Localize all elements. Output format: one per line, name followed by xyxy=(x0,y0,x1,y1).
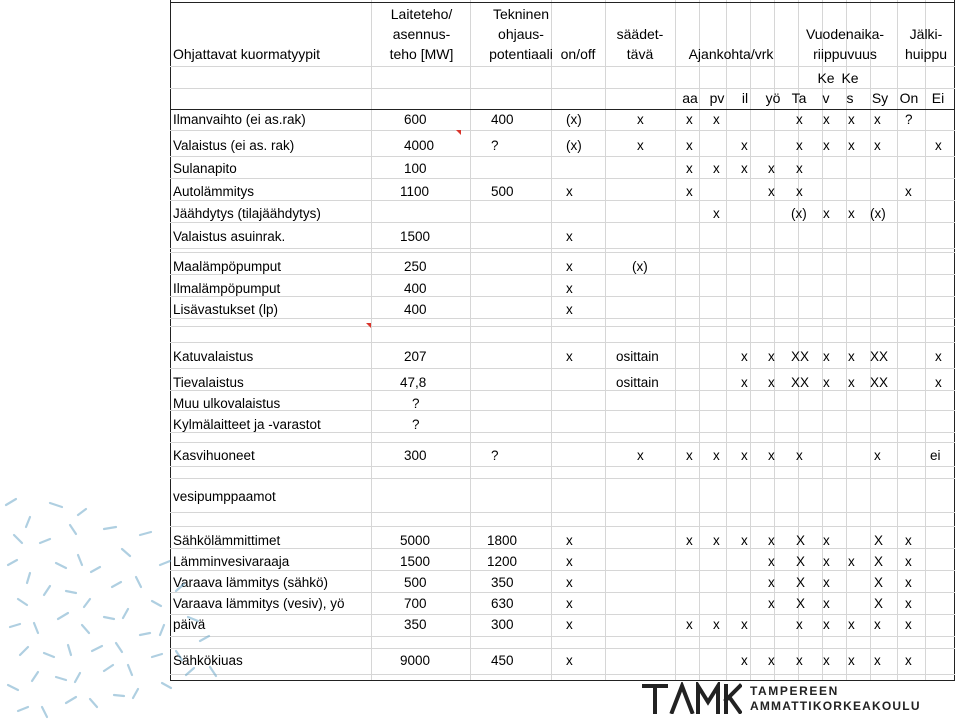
cell-c1: 4000 xyxy=(404,138,435,153)
cell-pv: x xyxy=(741,375,748,390)
cell-aa: x xyxy=(686,112,693,127)
cell-c1: 5000 xyxy=(400,533,431,548)
cell-il: x xyxy=(768,349,775,364)
cell-ta: x xyxy=(796,653,803,668)
row-label: Kylmälaitteet ja -varastot xyxy=(173,417,321,432)
cell-c3: x xyxy=(566,653,573,668)
cell-ta: x xyxy=(796,112,803,127)
row-label: Varaava lämmitys (vesiv), yö xyxy=(173,596,345,611)
row-gridline xyxy=(170,548,955,549)
header-onoff: on/off xyxy=(560,46,596,62)
cell-c1: 47,8 xyxy=(400,375,427,390)
cell-kev: x xyxy=(823,653,830,668)
row-gridline xyxy=(170,109,955,110)
cell-ei: x xyxy=(935,349,942,364)
row-gridline xyxy=(170,648,955,649)
row-label: Sulanapito xyxy=(173,161,237,176)
cell-pv: x xyxy=(713,448,720,463)
cell-c3: x xyxy=(566,281,573,296)
subheader-aa: aa xyxy=(682,90,698,106)
cell-c1: 100 xyxy=(404,161,427,176)
row-label: Tievalaistus xyxy=(173,375,244,390)
cell-kev: x xyxy=(823,533,830,548)
cell-il: x xyxy=(741,161,748,176)
cell-ta: x xyxy=(796,161,803,176)
comment-marker xyxy=(456,130,461,135)
subheader-ta: Ta xyxy=(791,90,807,106)
row-gridline xyxy=(170,326,955,327)
cell-c4: (x) xyxy=(632,259,648,274)
cell-c2: 350 xyxy=(491,575,514,590)
row-gridline xyxy=(170,342,955,343)
row-label: Sähkökiuas xyxy=(173,653,243,668)
header-ohjattavat: Ohjattavat kuormatyypit xyxy=(173,46,321,62)
row-gridline xyxy=(170,674,955,675)
cell-kev: x xyxy=(823,596,830,611)
cell-c1: 350 xyxy=(404,617,427,632)
cell-pv: x xyxy=(713,161,720,176)
cell-c2: 450 xyxy=(491,653,514,668)
cell-c3: x xyxy=(566,349,573,364)
cell-c2: 630 xyxy=(491,596,514,611)
subheader-yo: yö xyxy=(765,90,781,106)
cell-sy: X xyxy=(874,575,884,590)
row-label: Kasvihuoneet xyxy=(173,448,255,463)
cell-il: x xyxy=(768,375,775,390)
cell-c1: 1100 xyxy=(400,184,430,199)
cell-ta: X xyxy=(796,596,806,611)
cell-kev: x xyxy=(823,575,830,590)
cell-ta: x xyxy=(796,138,803,153)
cell-c1: 207 xyxy=(404,349,427,364)
tamk-logo-mark-icon xyxy=(642,682,742,714)
cell-sy: x xyxy=(874,617,881,632)
row-label: Valaistus (ei as. rak) xyxy=(173,138,295,153)
cell-yo: x xyxy=(768,554,775,569)
header-vuodenaika: Vuodenaika- riippuvuus xyxy=(805,26,885,62)
cell-sy: X xyxy=(874,554,884,569)
cell-il: x xyxy=(741,653,748,668)
cell-kev: x xyxy=(848,349,855,364)
logo-line2: AMMATTIKORKEAKOULU xyxy=(750,699,921,713)
cell-ei: x xyxy=(935,138,942,153)
cell-kev: x xyxy=(823,206,830,221)
cell-ta: X xyxy=(796,533,806,548)
cell-kes: x xyxy=(848,554,855,569)
row-gridline xyxy=(170,156,955,157)
cell-c1: 400 xyxy=(404,281,427,296)
subheader-pv: pv xyxy=(709,90,725,106)
cell-kes: XX xyxy=(870,349,889,364)
cell-il: x xyxy=(741,138,748,153)
cell-pv: x xyxy=(713,206,720,221)
cell-aa: x xyxy=(686,184,693,199)
cell-ta: X xyxy=(796,575,806,590)
cell-yo: x xyxy=(768,161,775,176)
cell-il: x xyxy=(741,617,748,632)
row-gridline xyxy=(170,466,955,467)
cell-c3: x xyxy=(566,575,573,590)
cell-c4: x xyxy=(637,448,644,463)
cell-sy: x xyxy=(874,138,881,153)
row-label: vesipumppaamot xyxy=(173,489,276,504)
cell-c1: 9000 xyxy=(400,653,431,668)
row-label: Lisävastukset (lp) xyxy=(173,302,279,317)
row-label: päivä xyxy=(173,617,206,632)
row-label: Varaava lämmitys (sähkö) xyxy=(173,575,329,590)
subheader-kev: Ke v xyxy=(817,70,835,106)
cell-sy: X xyxy=(874,596,884,611)
header-tekninen: Tekninen ohjaus- potentiaali xyxy=(489,6,553,62)
cell-c1: ? xyxy=(412,396,420,411)
cell-c3: x xyxy=(566,533,573,548)
row-gridline xyxy=(170,318,955,319)
cell-c3: (x) xyxy=(566,112,582,127)
cell-pv: x xyxy=(741,349,748,364)
cell-c2: 1200 xyxy=(487,554,518,569)
cell-yo: x xyxy=(768,575,775,590)
cell-c1: 1500 xyxy=(400,229,431,244)
cell-c4: osittain xyxy=(616,349,659,364)
cell-on: x xyxy=(905,617,912,632)
header-saadettava: säädet- tävä xyxy=(616,26,664,62)
row-label: Ilmanvaihto (ei as.rak) xyxy=(173,112,306,127)
cell-c3: x xyxy=(566,596,573,611)
cell-c1: 400 xyxy=(404,302,427,317)
cell-on: x xyxy=(905,596,912,611)
cell-kes: XX xyxy=(870,375,889,390)
header-jalkihuippu: Jälki- huippu xyxy=(904,26,948,62)
cell-c2: ? xyxy=(491,138,499,153)
cell-c2: 400 xyxy=(491,112,514,127)
cell-pv: x xyxy=(713,617,720,632)
cell-kev: x xyxy=(848,375,855,390)
cell-c2: 1800 xyxy=(487,533,518,548)
cell-kes: x xyxy=(848,112,855,127)
cell-kes: x xyxy=(848,617,855,632)
cell-c1: 300 xyxy=(404,448,427,463)
cell-on: x xyxy=(905,575,912,590)
cell-on: ? xyxy=(905,112,913,127)
cell-yo: x xyxy=(768,533,775,548)
row-label: Valaistus asuinrak. xyxy=(173,229,286,244)
cell-ta: x xyxy=(823,349,830,364)
row-gridline xyxy=(170,296,955,297)
cell-on: x xyxy=(905,653,912,668)
row-label: Maalämpöpumput xyxy=(173,259,282,274)
cell-kev: x xyxy=(823,617,830,632)
cell-sy: x xyxy=(874,448,881,463)
row-gridline xyxy=(170,252,955,253)
row-gridline xyxy=(170,2,955,3)
cell-sy: (x) xyxy=(870,206,886,221)
row-gridline xyxy=(170,390,955,391)
row-gridline xyxy=(170,570,955,571)
cell-kes: x xyxy=(848,653,855,668)
row-gridline xyxy=(170,592,955,593)
row-gridline xyxy=(170,178,955,179)
row-gridline xyxy=(170,130,955,131)
cell-ta: X xyxy=(796,554,806,569)
row-label: Autolämmitys xyxy=(173,184,255,199)
cell-c4: x xyxy=(637,112,644,127)
cell-c4: x xyxy=(637,138,644,153)
cell-ta: x xyxy=(796,184,803,199)
row-gridline xyxy=(170,636,955,637)
cell-yo: x xyxy=(768,448,775,463)
subheader-kes: Ke s xyxy=(841,70,859,106)
cell-c3: x xyxy=(566,617,573,632)
header-laiteteho: Laiteteho/ asennus- teho [MW] xyxy=(389,6,454,62)
cell-yo: x xyxy=(768,653,775,668)
cell-kev: x xyxy=(823,112,830,127)
cell-c3: x xyxy=(566,184,573,199)
cell-on: x xyxy=(905,554,912,569)
subheader-il: il xyxy=(741,90,749,106)
cell-aa: x xyxy=(686,138,693,153)
subheader-on: On xyxy=(899,90,919,106)
cell-il: x xyxy=(741,533,748,548)
cell-aa: x xyxy=(686,448,693,463)
cell-c1: 250 xyxy=(404,259,427,274)
cell-aa: x xyxy=(686,617,693,632)
cell-ta: x xyxy=(823,375,830,390)
cell-ei: x xyxy=(935,375,942,390)
cell-yo: x xyxy=(768,596,775,611)
row-gridline xyxy=(170,442,955,443)
cell-c2: 500 xyxy=(491,184,514,199)
row-gridline xyxy=(170,526,955,527)
tamk-logo xyxy=(642,680,921,720)
cell-yo: x xyxy=(768,184,775,199)
cell-on: x xyxy=(905,533,912,548)
row-gridline xyxy=(170,200,955,201)
cell-sy: x xyxy=(874,653,881,668)
cell-c3: x xyxy=(566,229,573,244)
cell-on: x xyxy=(905,184,912,199)
cell-c4: osittain xyxy=(616,375,659,390)
subheader-sy: Sy xyxy=(871,90,889,106)
cell-c3: (x) xyxy=(566,138,582,153)
cell-c2: 300 xyxy=(491,617,514,632)
row-gridline xyxy=(170,368,955,369)
cell-c2: ? xyxy=(491,448,499,463)
cell-sy: x xyxy=(874,112,881,127)
cell-pv: x xyxy=(713,533,720,548)
cell-ei: ei xyxy=(930,448,941,463)
cell-ta: x xyxy=(796,448,803,463)
row-label: Ilmalämpöpumput xyxy=(173,281,281,296)
comment-marker xyxy=(366,323,371,328)
cell-c3: x xyxy=(566,554,573,569)
header-ajankohta: Ajankohta/vrk xyxy=(688,46,774,62)
decorative-confetti-watermark xyxy=(0,495,240,727)
cell-c1: ? xyxy=(412,417,420,432)
cell-c1: 600 xyxy=(404,112,427,127)
subheader-ei: Ei xyxy=(931,90,945,106)
row-gridline xyxy=(170,248,955,249)
cell-c3: x xyxy=(566,302,573,317)
cell-yo: XX xyxy=(791,375,810,390)
row-label: Sähkölämmittimet xyxy=(173,533,281,548)
cell-c1: 700 xyxy=(404,596,427,611)
cell-c3: x xyxy=(566,259,573,274)
row-gridline xyxy=(170,614,955,615)
row-gridline xyxy=(170,478,955,479)
cell-kes: x xyxy=(848,206,855,221)
cell-yo: XX xyxy=(791,349,810,364)
row-gridline xyxy=(170,274,955,275)
cell-aa: x xyxy=(686,533,693,548)
cell-aa: x xyxy=(686,161,693,176)
row-gridline xyxy=(170,512,955,513)
cell-kev: x xyxy=(823,554,830,569)
cell-pv: x xyxy=(713,112,720,127)
cell-ta: (x) xyxy=(791,206,807,221)
cell-c1: 500 xyxy=(404,575,427,590)
row-gridline xyxy=(170,66,955,67)
row-gridline xyxy=(170,222,955,223)
cell-kev: x xyxy=(823,138,830,153)
cell-sy: X xyxy=(874,533,884,548)
row-label: Lämminvesivaraaja xyxy=(173,554,290,569)
cell-ta: x xyxy=(796,617,803,632)
cell-kes: x xyxy=(848,138,855,153)
cell-il: x xyxy=(741,448,748,463)
logo-line1: TAMPEREEN xyxy=(750,684,839,698)
row-label: Jäähdytys (tilajäähdytys) xyxy=(173,206,321,221)
row-gridline xyxy=(170,410,955,411)
row-label: Katuvalaistus xyxy=(173,349,254,364)
cell-c1: 1500 xyxy=(400,554,431,569)
row-label: Muu ulkovalaistus xyxy=(173,396,281,411)
